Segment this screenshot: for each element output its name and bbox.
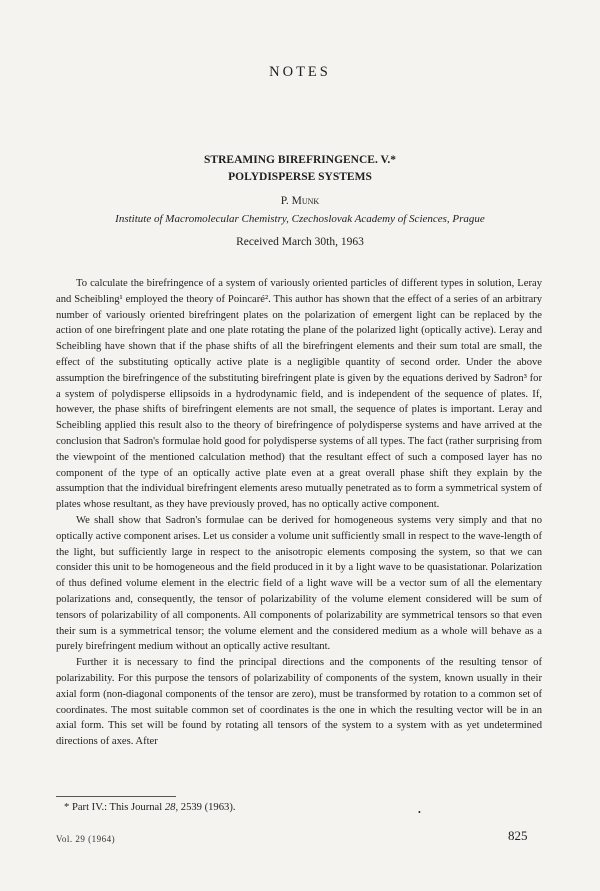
author-affiliation: Institute of Macromolecular Chemistry, Czechoslovak Academy of Sciences, Prague — [115, 213, 485, 225]
page-number: 825 — [508, 828, 528, 843]
section-heading: NOTES — [269, 64, 331, 80]
title-line-1: STREAMING BIREFRINGENCE. V.* — [204, 154, 396, 166]
footnote — [64, 802, 236, 813]
journal-volume: Vol. 29 (1964) — [56, 834, 116, 844]
stray-mark: • — [418, 808, 421, 817]
received-date: Received March 30th, 1963 — [236, 236, 364, 248]
title-line-2: POLYDISPERSE SYSTEMS — [228, 171, 372, 183]
footnote-rest: 2539 (1963). — [180, 802, 236, 813]
footnote-volume: 28, — [164, 802, 179, 813]
footnote-divider — [56, 796, 176, 797]
paragraph-1: To calculate the birefringence of a system of variously oriented particles of different types in solution, Leray and Scheibling¹ employed the theory of Poincaré². This author has shown that the effect of a series of an arbitrary number of variously oriented birefringent plates on the polarization of emergent light can be replaced by the action of one birefringent plate and one plate rotating the plane of the polarized light (optically active). Leray and Scheibling have shown that if the phase shifts of all the birefringent elements and their sum total are small, the effect of the substituting optically active plate is a negligible quantity of second order. Under the above assumption the birefringence of the substituting birefringent plate is given by the equations derived by Sadron³ for a system of polydisperse ellipsoids in a hydrodynamic field, and is independent of the sequence of plates. If, however, the phase shifts of birefringent elements are not small, the sequence of plates is important. Leray and Scheibling applied this result also to the theory of birefringence of polydisperse systems and have arrived at the conclusion that Sadron's formulae hold good for polydisperse systems of all types. The fact (rather surprising from the viewpoint of the mentioned calculation method) that the resultant effect of such a composed layer has no component of the type of an optically active plate even at a great overall phase shift they explain by the assumption that the individual birefringent elements areso mutually penetrated as to form a symmetrical system of plates whose resultant, as they have previously proved, has no optically active component. — [56, 278, 542, 511]
paragraph-2: We shall show that Sadron's formulae can be derived for homogeneous systems very simply and that no optically active component arises. Let us consider a volume unit sufficiently small in respect to the wave-length of the light, but sufficiently large in respect to the anisotropic elements composing the system, so that we can consider this unit to be homogeneous and the field produced in it by a light wave to be quasistationar. Polarization of thus defined volume element in the electric field of a light wave will be a vector sum of all the elementary polarizations and, consequently, the tensor of polarizability of the volume element considered will be sum of tensors of polarizability of all components. All components of polarizability are symmetrical tensors so that even their sum is a symmetrical tensor; the volume element and the considered medium as a whole will behave as a purely birefringent medium without an optically active resultant. — [56, 514, 542, 653]
footnote-text: Part IV.: This Journal — [71, 802, 163, 813]
article-title — [0, 152, 600, 186]
article-body — [56, 276, 542, 750]
footnote-marker: * — [64, 802, 70, 813]
author-name: P. Munk — [280, 195, 320, 207]
paragraph-3: Further it is necessary to find the principal directions and the components of the resulting tensor of polarizability. For this purpose the tensors of polarizability of components of the system, known usually in their axial form (non-diagonal components of the tensor are zero), must be transformed by rotation to a common set of coordinates. The most suitable common set of coordinates is the one in which the resulting vector will be in an axial form. This set will be found by rotating all tensors of the system to a system with as yet undetermined directions of axes. After — [56, 657, 542, 748]
